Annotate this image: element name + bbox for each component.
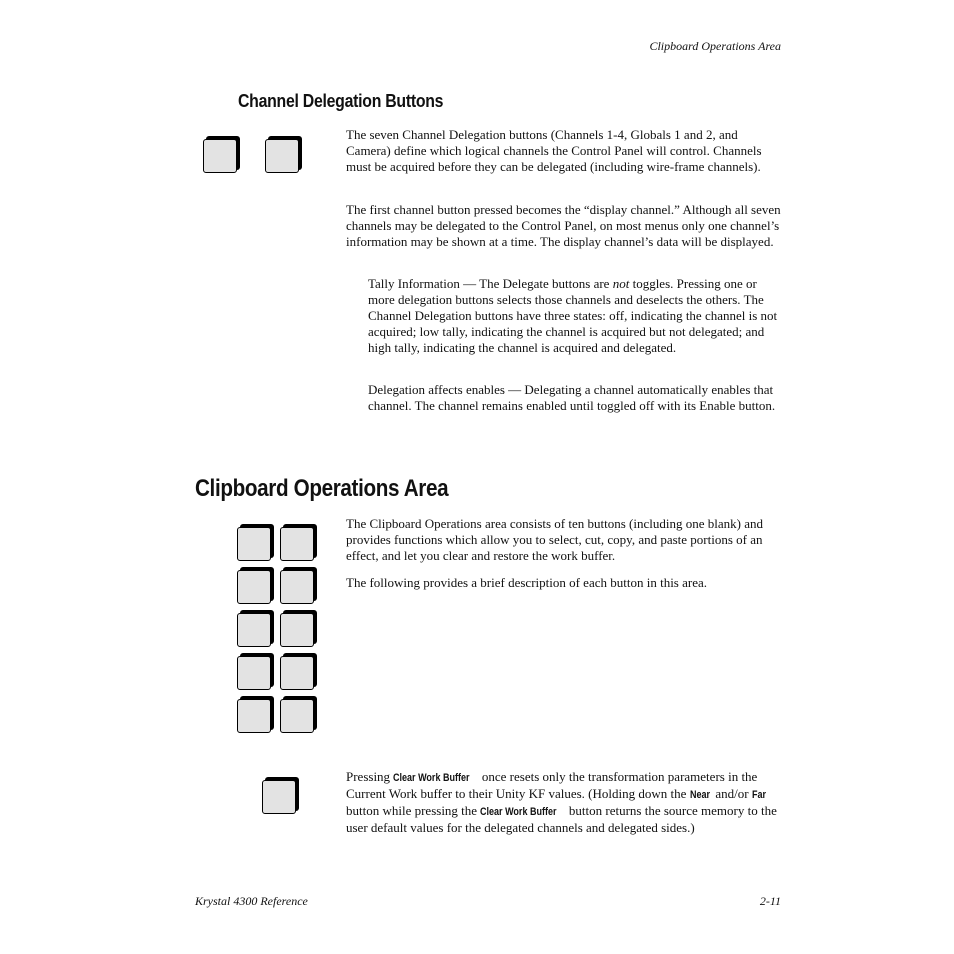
clear-work-buffer-key: [262, 780, 296, 814]
channel-delegation-key-1: [203, 139, 237, 173]
channel-delegation-key-2: [265, 139, 299, 173]
footer-book-title: Krystal 4300 Reference: [195, 894, 308, 908]
button-name-clear-work-buffer: Clear Work Buffer: [393, 772, 470, 784]
button-name-near: Near: [689, 789, 710, 801]
emphasis-not: not: [612, 276, 630, 291]
button-name-clear-work-buffer: Clear Work Buffer: [480, 806, 557, 818]
clipboard-key: [237, 570, 271, 604]
footer-page-number: 2-11: [759, 894, 781, 908]
channel-paragraph-2: The first channel button pressed becomes the “display channel.” Although all seven channels may be delegated to the Control Panel, on most menus only one channel’s information may be shown at a time. The display channel’s data will be displayed.: [346, 202, 781, 249]
clipboard-key: [280, 613, 314, 647]
section-heading-clipboard: Clipboard Operations Area: [195, 475, 449, 502]
channel-paragraph-1: The seven Channel Delegation buttons (Channels 1-4, Globals 1 and 2, and Camera) define which logical channels the Control Panel will control. Channels must be acquired before they can be delegated (including wire-frame channels).: [346, 127, 762, 174]
clipboard-key: [237, 527, 271, 561]
clipboard-paragraph-1: The Clipboard Operations area consists of ten buttons (including one blank) and provides functions which allow you to select, cut, copy, and paste portions of an effect, and let you clear and restore the work buffer.: [346, 516, 763, 563]
clipboard-key: [280, 527, 314, 561]
running-header: Clipboard Operations Area: [649, 39, 781, 53]
clipboard-key: [237, 613, 271, 647]
clipboard-key: [280, 699, 314, 733]
button-name-far: Far: [751, 789, 766, 801]
clipboard-key: [237, 699, 271, 733]
clear-work-buffer-paragraph: Pressing Clear Work Buffer once resets only the transformation parameters in the Current Work buffer to their Unity KF values. (Holding down the Near and/or Far button while pressing the Clear Work Buffer button returns the source memory to the user default values for the delegated channels and delegated sides.): [346, 769, 777, 835]
tally-information-paragraph: Tally Information — The Delegate buttons are not toggles. Pressing one or more delegation buttons selects those channels and deselects the others. The Channel Delegation buttons have three states: off, indicating the channel is not acquired; low tally, indicating the channel is acquired but not delegated; and high tally, indicating the channel is acquired and delegated.: [368, 276, 778, 355]
clipboard-key: [237, 656, 271, 690]
clipboard-key: [280, 656, 314, 690]
clipboard-paragraph-2: The following provides a brief description of each button in this area.: [346, 575, 708, 590]
section-heading-channel-delegation: Channel Delegation Buttons: [238, 91, 444, 111]
clipboard-key: [280, 570, 314, 604]
delegation-enables-paragraph: Delegation affects enables — Delegating a channel automatically enables that channel. The channel remains enabled until toggled off with its Enable button.: [368, 382, 776, 413]
